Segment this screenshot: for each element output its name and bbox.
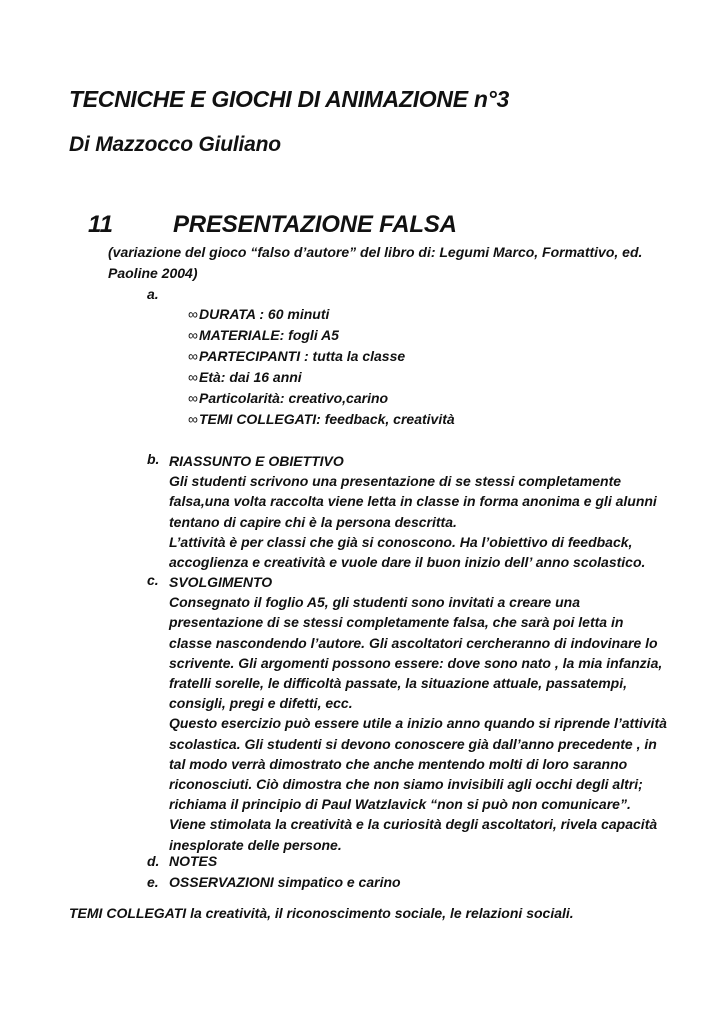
paragraph-line: Consegnato il foglio A5, gli studenti sono invitati a creare una xyxy=(169,594,580,611)
bullet-text: MATERIALE: fogli A5 xyxy=(198,327,339,343)
infinity-icon: ∞ xyxy=(188,348,198,364)
section-subtitle-line-1: (variazione del gioco “falso d’autore” del libro di: Legumi Marco, Formattivo, ed. xyxy=(108,244,643,260)
bullet-text: PARTECIPANTI : tutta la classe xyxy=(198,348,406,364)
item-c-heading: SVOLGIMENTO xyxy=(169,574,273,590)
paragraph-line: scrivente. Gli argomenti possono essere: dove sono nato , la mia infanzia, xyxy=(169,654,663,671)
item-c-block xyxy=(169,572,669,855)
bullet-text: DURATA : 60 minuti xyxy=(198,306,330,322)
footer-related-topics: TEMI COLLEGATI la creatività, il riconoscimento sociale, le relazioni sociali. xyxy=(69,905,574,921)
paragraph-line: tentano di capire chi è la persona descritta. xyxy=(169,513,457,530)
paragraph-line: falsa,una volta raccolta viene letta in classe in forma anonima e gli alunni xyxy=(169,493,657,510)
paragraph-line: fratelli sorelle, le difficoltà passate, la situazione attuale, passatempi, xyxy=(169,675,628,692)
bullet-item xyxy=(188,306,329,322)
paragraph-line: L’attività è per classi che già si conoscono. Ha l’obiettivo di feedback, xyxy=(169,533,633,550)
item-c-marker: c. xyxy=(147,572,159,588)
paragraph-line: scolastica. Gli studenti si devono conoscere già dall’anno precedente , in xyxy=(169,735,657,752)
item-b-heading: RIASSUNTO E OBIETTIVO xyxy=(169,453,344,469)
section-subtitle-line-2: Paoline 2004) xyxy=(108,265,198,281)
bullet-item xyxy=(188,390,388,406)
paragraph-line: presentazione di se stessi completamente falsa, che sarà poi letta in xyxy=(169,614,624,631)
section-title: PRESENTAZIONE FALSA xyxy=(173,211,457,238)
paragraph-line: Questo esercizio può essere utile a inizio anno quando si riprende l’attività xyxy=(169,715,667,732)
bullet-item xyxy=(188,348,405,364)
document-author: Di Mazzocco Giuliano xyxy=(69,133,281,156)
bullet-text: TEMI COLLEGATI: feedback, creatività xyxy=(198,411,455,427)
infinity-icon: ∞ xyxy=(188,306,198,322)
item-e-heading: OSSERVAZIONI simpatico e carino xyxy=(169,874,401,890)
infinity-icon: ∞ xyxy=(188,327,198,343)
item-d-heading: NOTES xyxy=(169,853,218,869)
paragraph-line: tal modo verrà dimostrato che anche mentendo molti di loro saranno xyxy=(169,755,628,772)
section-number: 11 xyxy=(88,211,113,238)
paragraph-line: Gli studenti scrivono una presentazione di se stessi completamente xyxy=(169,473,622,490)
item-d-marker: d. xyxy=(147,853,160,869)
infinity-icon: ∞ xyxy=(188,369,198,385)
paragraph-line: accoglienza e creatività e vuole dare il buon inizio dell’ anno scolastico. xyxy=(169,554,646,571)
paragraph-line: riconosciuti. Ciò dimostra che non siamo invisibili agli occhi degli altri; xyxy=(169,776,643,793)
item-b-marker: b. xyxy=(147,451,160,467)
bullet-text: Particolarità: creativo,carino xyxy=(198,390,389,406)
paragraph-line: Viene stimolata la creatività e la curiosità degli ascoltatori, rivela capacità xyxy=(169,816,658,833)
paragraph-line: consigli, pregi e difetti, ecc. xyxy=(169,695,353,712)
bullet-item xyxy=(188,411,455,427)
item-a-marker: a. xyxy=(147,286,159,302)
bullet-item xyxy=(188,369,302,385)
document-title: TECNICHE E GIOCHI DI ANIMAZIONE n°3 xyxy=(69,86,509,112)
paragraph-line: richiama il principio di Paul Watzlavick “non si può non comunicare”. xyxy=(169,796,631,813)
infinity-icon: ∞ xyxy=(188,390,198,406)
item-e-marker: e. xyxy=(147,874,159,890)
bullet-text: Età: dai 16 anni xyxy=(198,369,302,385)
item-b-block xyxy=(169,451,669,572)
infinity-icon: ∞ xyxy=(188,411,198,427)
paragraph-line: inesplorate delle persone. xyxy=(169,836,342,853)
paragraph-line: classe nascondendo l’autore. Gli ascoltatori cercheranno di indovinare lo xyxy=(169,634,658,651)
bullet-item xyxy=(188,327,339,343)
